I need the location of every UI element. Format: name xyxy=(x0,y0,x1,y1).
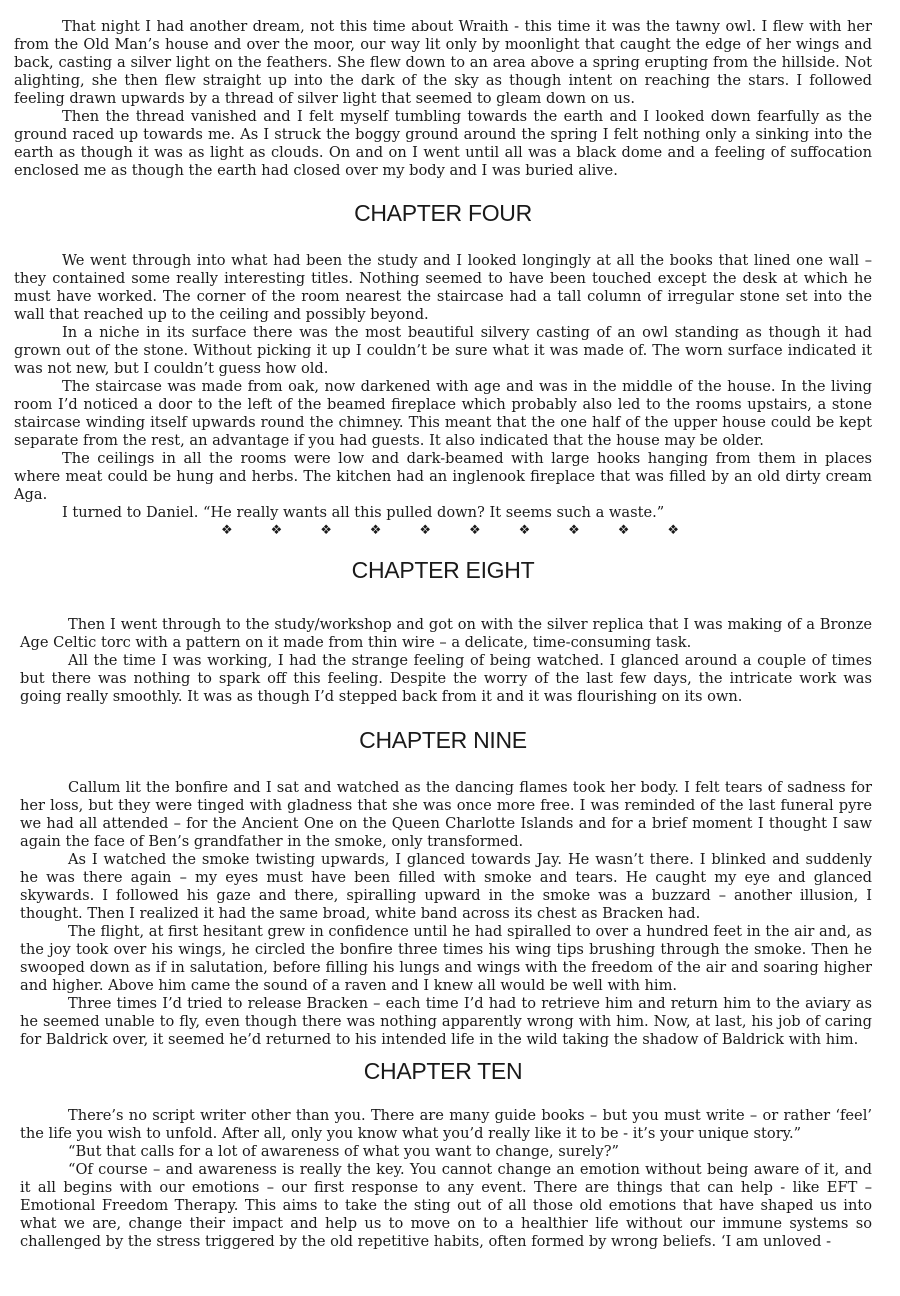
paragraph: There’s no script writer other than you. There are many guide books – but you must write – or rather ‘feel’ the life you wish to unfold. After all, only you know what you’d really like it to be - it’s your unique story.” xyxy=(20,1107,872,1142)
paragraph: Three times I’d tried to release Bracken – each time I’d had to retrieve him and return him to the aviary as he seemed unable to fly, even though there was nothing apparently wrong with him. Now, at last, his job of caring for Baldrick over, it seemed he’d returned to his intended life in the wild taking the shadow of Baldrick with him. xyxy=(20,995,872,1048)
paragraph: We went through into what had been the study and I looked longingly at all the books that lined one wall – they contained some really interesting titles. Nothing seemed to have been touched except the desk at which he must have worked. The corner of the room nearest the staircase had a tall column of irregular stone set into the wall that reached up to the ceiling and possibly beyond. xyxy=(14,252,872,323)
diamond-ornament-icon: ❖ xyxy=(369,523,382,538)
paragraph: In a niche in its surface there was the most beautiful silvery casting of an owl standing as though it had grown out of the stone. Without picking it up I couldn’t be sure what it was made of. The worn surface indicated it was not new, but I couldn’t guess how old. xyxy=(14,324,872,377)
diamond-ornament-icon: ❖ xyxy=(617,523,630,538)
paragraph: Then I went through to the study/workshop and got on with the silver replica that I was making of a Bronze Age Celtic torc with a pattern on it made from thin wire – a delicate, time-consuming task. xyxy=(20,616,872,651)
paragraph: As I watched the smoke twisting upwards, I glanced towards Jay. He wasn’t there. I blinked and suddenly he was there again – my eyes must have been filled with smoke and tears. He caught my eye and glanced skywards. I followed his gaze and there, spiralling upward in the smoke was a buzzard – another illusion, I thought. Then I realized it had the same broad, white band across its chest as Bracken had. xyxy=(20,851,872,922)
chapter-four-section xyxy=(14,199,872,540)
intro-section xyxy=(14,18,872,180)
paragraph: I turned to Daniel. “He really wants all this pulled down? It seems such a waste.” xyxy=(62,504,665,521)
chapter-title: CHAPTER NINE xyxy=(359,727,527,753)
chapter-ten-section xyxy=(14,1057,872,1251)
diamond-ornament-icon: ❖ xyxy=(468,523,481,538)
paragraph: “But that calls for a lot of awareness of what you want to change, surely?” xyxy=(68,1143,619,1160)
diamond-ornament-icon: ❖ xyxy=(221,523,233,538)
paragraph: The ceilings in all the rooms were low and dark-beamed with large hooks hanging from them in places where meat could be hung and herbs. The kitchen had an inglenook fireplace that was filled by an old dirty cream Aga. xyxy=(14,450,872,503)
chapter-title: CHAPTER TEN xyxy=(363,1058,523,1084)
chapter-eight-section xyxy=(14,556,872,706)
paragraph: The flight, at first hesitant grew in confidence until he had spiralled to over a hundred feet in the air and, as the joy took over his wings, he circled the bonfire three times his wing tips brushing through the smoke. Then he swooped down as if in salutation, before filling his lungs and wings with the freedom of the air and soaring higher and higher. Above him came the sound of a raven and I knew all would be well with him. xyxy=(20,923,872,994)
paragraph: That night I had another dream, not this time about Wraith - this time it was the tawny owl. I flew with her from the Old Man’s house and over the moor, our way lit only by moonlight that caught the edge of her wings and back, casting a silver light on the feathers. She flew down to an area above a spring erupting from the hillside. Not alighting, she then flew straight up into the dark of the sky as though intent on reaching the stars. I followed feeling drawn upwards by a thread of silver light that seemed to gleam down on us. xyxy=(14,18,872,107)
chapter-title: CHAPTER FOUR xyxy=(354,200,532,226)
book-page xyxy=(14,18,872,1251)
diamond-ornament-icon: ❖ xyxy=(667,523,679,538)
diamond-ornament-icon: ❖ xyxy=(270,523,283,538)
diamond-ornament-icon: ❖ xyxy=(419,523,432,538)
diamond-ornament-icon: ❖ xyxy=(568,523,580,538)
paragraph: The staircase was made from oak, now darkened with age and was in the middle of the house. In the living room I’d noticed a door to the left of the beamed fireplace which probably also led to the rooms upstairs, a stone staircase winding itself upwards round the chimney. This meant that the one half of the upper house could be kept separate from the rest, an advantage if you had guests. It also indicated that the house may be older. xyxy=(14,378,872,449)
paragraph: All the time I was working, I had the strange feeling of being watched. I glanced around a couple of times but there was nothing to spark off this feeling. Despite the worry of the last few days, the intricate work was going really smoothly. It was as though I’d stepped back from it and it was flourishing on its own. xyxy=(20,652,872,705)
chapter-nine-section xyxy=(14,726,872,1049)
paragraph: Then the thread vanished and I felt myself tumbling towards the earth and I looked down fearfully as the ground raced up towards me. As I struck the boggy ground around the spring I felt nothing only a sinking into the earth as though it was as light as clouds. On and on I went until all was a black dome and a feeling of suffocation enclosed me as though the earth had closed over my body and I was buried alive. xyxy=(14,108,872,179)
diamond-ornament-icon: ❖ xyxy=(518,523,531,538)
paragraph: “Of course – and awareness is really the key. You cannot change an emotion without being aware of it, and it all begins with our emotions – our first response to any event. There are things that can help - like EFT – Emotional Freedom Therapy. This aims to take the sting out of all those old emotions that have shaped us into what we are, change their impact and help us to move on to a healthier life without our immune systems so challenged by the stress triggered by the old repetitive habits, often formed by wrong beliefs. ‘I am unloved - xyxy=(20,1161,872,1250)
paragraph: Callum lit the bonfire and I sat and watched as the dancing flames took her body. I felt tears of sadness for her loss, but they were tinged with gladness that she was once more free. I was reminded of the last funeral pyre we had all attended – for the Ancient One on the Queen Charlotte Islands and for a brief moment I thought I saw again the face of Ben’s grandfather in the smoke, only transformed. xyxy=(20,779,872,850)
diamond-ornament-icon: ❖ xyxy=(320,523,332,538)
chapter-title: CHAPTER EIGHT xyxy=(351,557,535,583)
section-separator xyxy=(221,522,679,540)
